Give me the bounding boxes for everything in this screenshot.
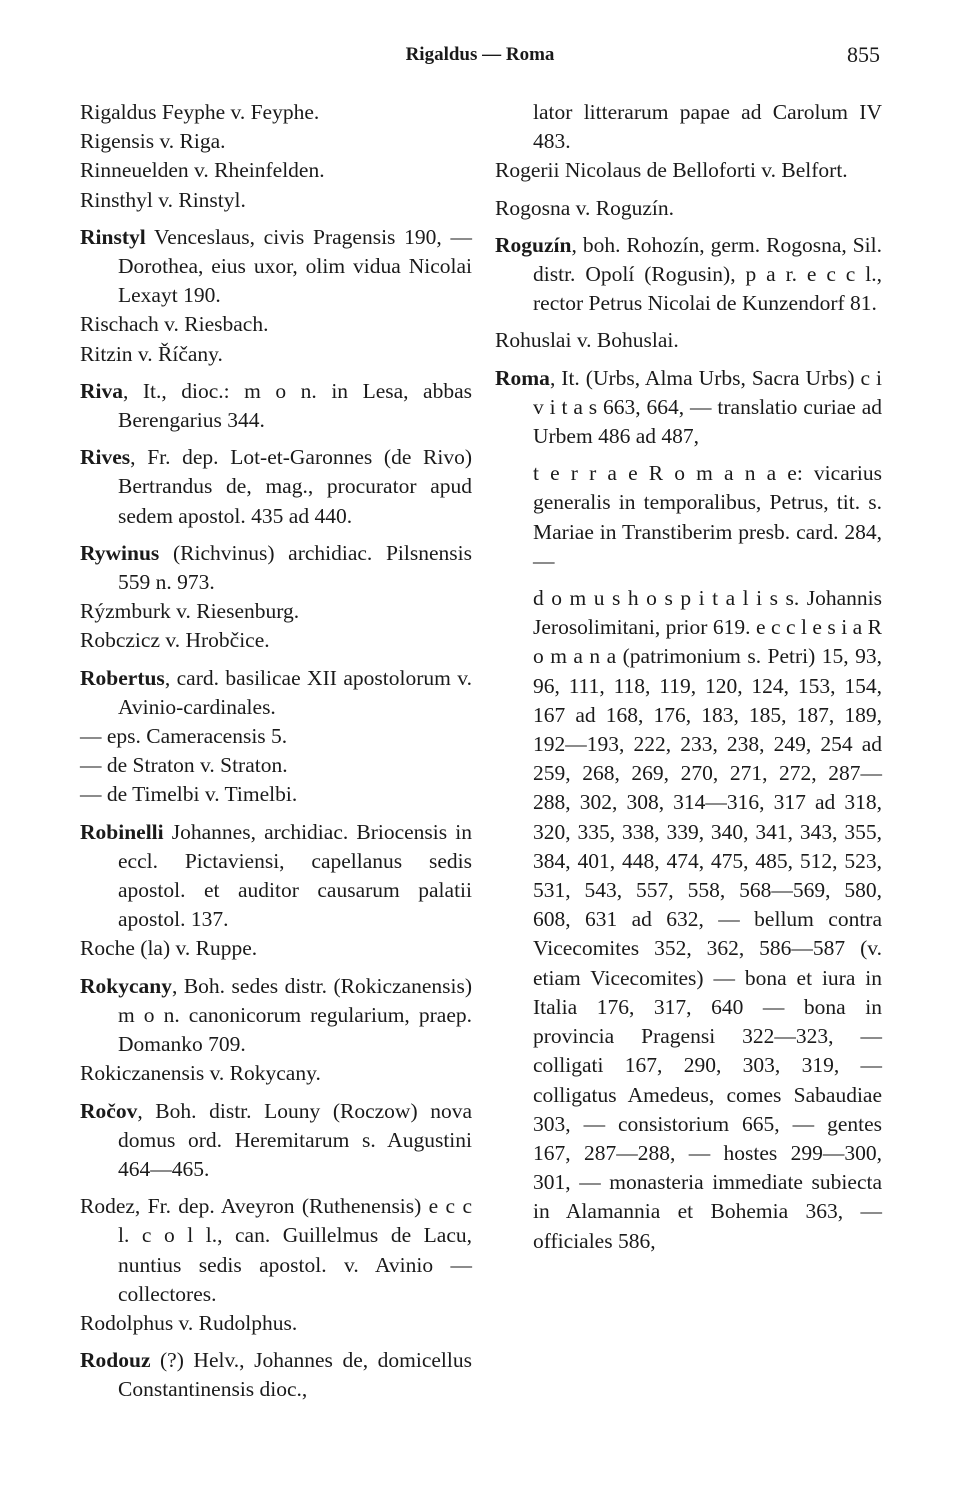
entry-text: Rinsthyl v. Rinstyl. — [80, 187, 246, 212]
entry-text: Ritzin v. Říčany. — [80, 341, 223, 366]
entry-headword: Robertus — [80, 665, 165, 690]
index-entry — [80, 626, 472, 655]
entry-text: Rischach v. Riesbach. — [80, 312, 269, 337]
entry-text: Rohuslai v. Bohuslai. — [495, 328, 679, 353]
index-entry — [80, 1309, 472, 1338]
index-entry — [80, 340, 472, 369]
entry-text: Rodez, Fr. dep. Aveyron (Ruthenensis) e c c l. c o l l., can. Guillelmus de Lacu, nuntius sedis apostol. v. Avinio — collectores. — [80, 1194, 472, 1306]
entry-text: Venceslaus, civis Pragensis 190, — Dorothea, eius uxor, olim vidua Nicolai Lexayt 190. — [118, 224, 472, 308]
index-entry — [80, 186, 472, 215]
entry-text: t e r r a e R o m a n a e: vicarius generalis in temporalibus, Petrus, tit. s. Mariae in Transtiberim presb. card. 284, — — [533, 461, 882, 573]
index-entry — [80, 818, 472, 935]
entry-headword: Rives — [80, 445, 131, 470]
index-entry — [80, 377, 472, 435]
entry-headword: Ročov — [80, 1098, 138, 1123]
entry-text: Rýzmburk v. Riesenburg. — [80, 599, 300, 624]
index-entry — [80, 156, 472, 185]
entry-text: Rinneuelden v. Rheinfelden. — [80, 158, 325, 183]
entry-text: Rogerii Nicolaus de Belloforti v. Belfort. — [495, 158, 848, 183]
entry-headword: Rywinus — [80, 540, 160, 565]
entry-text: lator litterarum papae ad Carolum IV 483. — [533, 100, 882, 154]
index-entry — [80, 223, 472, 311]
index-entry — [80, 780, 472, 809]
index-entry — [495, 459, 882, 576]
entry-text: , card. basilicae XII apostolorum v. Avinio-cardinales. — [118, 665, 472, 719]
entry-text: Robczicz v. Hrobčice. — [80, 628, 270, 653]
entry-headword: Robinelli — [80, 819, 164, 844]
index-entry — [80, 972, 472, 1060]
entry-text: Rigaldus Feyphe v. Feyphe. — [80, 100, 320, 124]
entry-text: — eps. Cameracensis 5. — [80, 724, 288, 749]
index-entry — [80, 1097, 472, 1185]
index-entry — [495, 326, 882, 355]
entry-text: Rodolphus v. Rudolphus. — [80, 1310, 298, 1335]
index-entry — [80, 1059, 472, 1088]
index-entry — [495, 194, 882, 223]
index-entry — [80, 98, 472, 127]
entry-headword: Rokycany — [80, 973, 172, 998]
entry-headword: Riva — [80, 378, 123, 403]
entry-text: d o m u s h o s p i t a l i s s. Johannis Jerosolimitani, prior 619. e c c l e s i a R o m a n a (patrimonium s. Petri) 15, 93, 96, 111, 118, 119, 120, 124, 153, 154, 167 ad 168, 176, 183, 185, 187, 189, 192—193, 222, 233, 238, 249, 254 ad 259, 268, 269, 270, 271, 272, 287—288, 302, 308, 314—316, 317 ad 318, 320, 335, 338, 339, 340, 341, 343, 355, 384, 401, 448, 474, 475, 485, 512, 523, 531, 543, 557, 558, 568—569, 580, 608, 631 ad 632, — bellum contra Vicecomites 352, 362, 586—587 (v. etiam Vicecomites) — bona et iura in Italia 176, 317, 640 — bona in provincia Pragensi 322—323, — colligati 167, 290, 303, 319, — colligatus Amedeus, comes Sabaudiae 303, — consistorium 665, — gentes 167, 287—288, — hostes 299—300, 301, — monasteria immediate subiecta in Alamannia et Bohemia 363, — officiales 586, — [533, 586, 882, 1253]
entry-headword: Rodouz — [80, 1348, 151, 1373]
index-entry — [80, 443, 472, 531]
entry-text: Rigensis v. Riga. — [80, 129, 226, 154]
index-entry — [80, 597, 472, 626]
entry-text: Johannes, archidiac. Briocensis in eccl. Pictaviensi, capellanus sedis apostol. et auditor causarum palatii apostol. 137. — [118, 819, 472, 932]
entry-text: , Boh. sedes distr. (Rokiczanensis) m o n. canonicorum regularium, praep. Domanko 709. — [118, 973, 472, 1057]
index-entry — [80, 1346, 472, 1404]
index-entry — [80, 722, 472, 751]
index-entry — [80, 1192, 472, 1309]
index-entry — [80, 127, 472, 156]
index-entry — [495, 364, 882, 452]
entry-headword: Roma — [495, 365, 550, 390]
index-entry — [80, 934, 472, 963]
index-entry — [80, 664, 472, 722]
index-entry — [495, 231, 882, 319]
entry-text: , It. (Urbs, Alma Urbs, Sacra Urbs) c i v i t a s 663, 664, — translatio curiae ad Urbem 486 ad 487, — [533, 365, 882, 449]
entry-text: Rokiczanensis v. Rokycany. — [80, 1061, 321, 1086]
running-head: Rigaldus — Roma — [405, 44, 555, 65]
entry-text: , boh. Rohozín, germ. Rogosna, Sil. distr. Opolí (Rogusin), p a r. e c c l., rector Petrus Nicolai de Kunzendorf 81. — [533, 232, 882, 316]
index-entry — [80, 539, 472, 597]
index-entry — [80, 751, 472, 780]
entry-headword: Roguzín — [495, 232, 572, 257]
entry-text: Rogosna v. Roguzín. — [495, 195, 674, 220]
page-number: 855 — [847, 42, 880, 67]
entry-text: Roche (la) v. Ruppe. — [80, 936, 258, 961]
index-entry — [495, 98, 882, 156]
entry-text: , Fr. dep. Lot-et-Garonnes (de Rivo) Bertrandus de, mag., procurator apud sedem apostol. 435 ad 440. — [118, 445, 472, 528]
entry-text: — de Straton v. Straton. — [80, 753, 288, 778]
index-entry — [495, 156, 882, 185]
entry-headword: Rinstyl — [80, 224, 146, 249]
entry-text: , It., dioc.: m o n. in Lesa, abbas Berengarius 344. — [118, 378, 472, 433]
entry-text: — de Timelbi v. Timelbi. — [80, 782, 298, 807]
entry-text: , Boh. distr. Louny (Roczow) nova domus ord. Heremitarum s. Augustini 464—465. — [118, 1098, 472, 1181]
page-header — [0, 42, 960, 72]
entry-text: (Richvinus) archidiac. Pilsnensis 559 n. 973. — [118, 540, 472, 595]
index-entry — [80, 310, 472, 339]
right-column — [495, 98, 882, 1256]
left-column — [80, 98, 472, 1405]
entry-text: (?) Helv., Johannes de, domicellus Constantinensis dioc., — [118, 1348, 472, 1402]
index-entry — [495, 584, 882, 1256]
